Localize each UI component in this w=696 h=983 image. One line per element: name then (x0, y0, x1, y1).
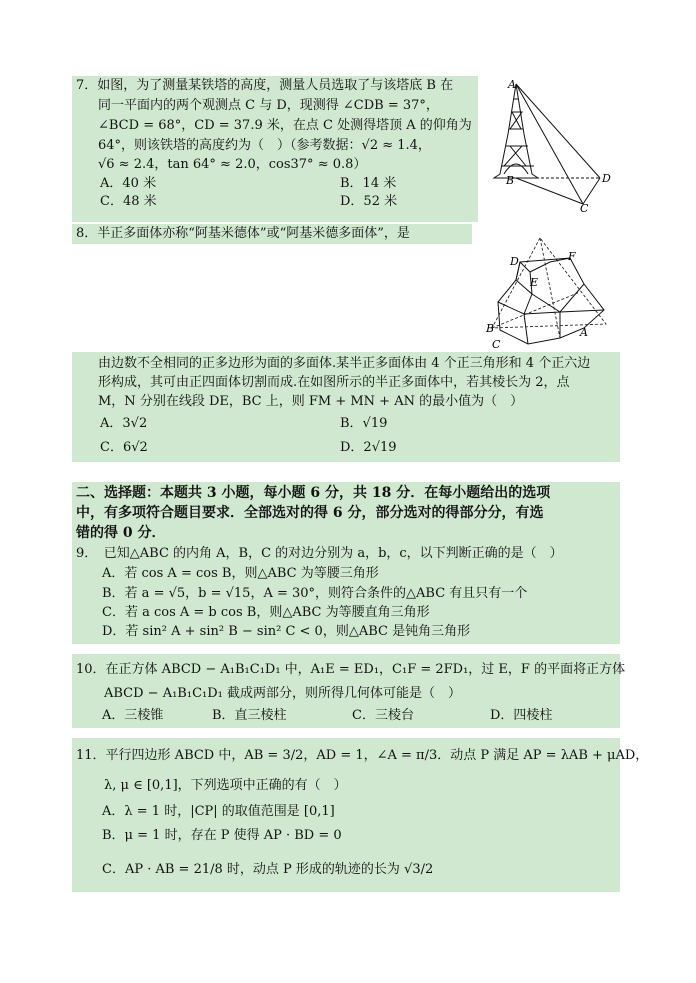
q9-option-d[interactable]: D．若 sin² A + sin² B − sin² C < 0，则△ABC 是钝角三角形 (102, 624, 471, 639)
poly-label-e: E (530, 276, 539, 289)
q11-line-2: λ, μ ∈ [0,1]，下列选项中正确的有（ ） (104, 778, 347, 793)
q8-option-a[interactable]: A．3√2 (100, 416, 148, 431)
polyhedron-figure (484, 232, 616, 350)
q8-line-2: 由边数不全相同的正多边形为面的多面体.某半正多面体由 4 个正三角形和 4 个正六边 (98, 356, 591, 371)
q10-option-c[interactable]: C．三棱台 (352, 708, 414, 723)
q9-option-b[interactable]: B．若 a = √5，b = √15，A = 30°，则符合条件的△ABC 有且只有一个 (102, 586, 528, 601)
q10-option-b[interactable]: B．直三棱柱 (212, 708, 287, 723)
poly-label-d: D (510, 255, 519, 268)
q10-option-a[interactable]: A．三棱锥 (102, 708, 164, 723)
q8-option-d[interactable]: D．2√19 (340, 440, 397, 455)
tower-label-b: B (506, 174, 515, 187)
q7-line-2: 同一平面内的两个观测点 C 与 D，现测得 ∠CDB = 37°， (98, 98, 439, 113)
q7-line-3: ∠BCD = 68°，CD = 37.9 米，在点 C 处测得塔顶 A 的仰角为 (98, 118, 472, 133)
q9-option-c[interactable]: C．若 a cos A = b cos B，则△ABC 为等腰直角三角形 (102, 605, 430, 620)
section2-line-2: 中，有多项符合题目要求．全部选对的得 6 分，部分选对的得部分分，有选 (76, 505, 544, 521)
poly-label-c: C (492, 338, 501, 350)
q7-option-b[interactable]: B．14 米 (340, 176, 397, 191)
q9-stem: 9． 已知△ABC 的内角 A，B，C 的对边分别为 a，b，c，以下判断正确的是（ ） (76, 546, 563, 561)
q10-line-1: 10．在正方体 ABCD − A₁B₁C₁D₁ 中，A₁E = ED₁，C₁F = 2FD₁，过 E，F 的平面将正方体 (76, 662, 626, 677)
q7-option-d[interactable]: D．52 米 (340, 194, 398, 209)
q7-option-c[interactable]: C．48 米 (100, 194, 157, 209)
q11-option-b[interactable]: B．μ = 1 时，存在 P 使得 AP · BD = 0 (102, 828, 342, 843)
section2-line-3: 错的得 0 分． (76, 525, 166, 541)
q8-line-3: 形构成，其可由正四面体切割而成.在如图所示的半正多面体中，若其棱长为 2，点 (98, 375, 570, 390)
poly-label-a: A (580, 326, 588, 339)
tower-label-a: A (508, 78, 516, 91)
q10-line-2: ABCD − A₁B₁C₁D₁ 截成两部分，则所得几何体可能是（ ） (104, 686, 461, 701)
q10-option-d[interactable]: D．四棱柱 (490, 708, 553, 723)
q11-line-1: 11．平行四边形 ABCD 中，AB = 3/2，AD = 1，∠A = π/3．动点 P 满足 AP = λAB + μAD， (76, 748, 649, 763)
q9-option-a[interactable]: A．若 cos A = cos B，则△ABC 为等腰三角形 (102, 566, 379, 581)
q7-option-a[interactable]: A．40 米 (100, 176, 157, 191)
q7-line-4: 64°，则该铁塔的高度约为（ ）（参考数据：√2 ≈ 1.4， (98, 138, 431, 153)
tower-label-c: C (580, 202, 589, 214)
q8-line-4: M，N 分别在线段 DE，BC 上，则 FM + MN + AN 的最小值为（ ） (98, 394, 524, 409)
q8-option-c[interactable]: C．6√2 (100, 440, 148, 455)
q8-line-1: 8．半正多面体亦称“阿基米德体”或“阿基米德多面体”，是 (76, 226, 410, 241)
tower-figure (488, 74, 618, 214)
poly-label-f: F (568, 250, 576, 263)
tower-label-d: D (602, 172, 611, 185)
q11-option-c[interactable]: C．AP · AB = 21/8 时，动点 P 形成的轨迹的长为 √3/2 (102, 862, 434, 877)
q8-option-b[interactable]: B．√19 (340, 416, 388, 431)
q7-line-1: 7．如图，为了测量某铁塔的高度，测量人员选取了与该塔底 B 在 (76, 78, 454, 93)
q7-line-5: √6 ≈ 2.4，tan 64° ≈ 2.0，cos37° ≈ 0.8） (98, 157, 367, 172)
poly-label-b: B (486, 322, 495, 335)
section2-line-1: 二、选择题：本题共 3 小题，每小题 6 分，共 18 分．在每小题给出的选项 (76, 485, 551, 501)
q11-option-a[interactable]: A．λ = 1 时，|CP| 的取值范围是 [0,1] (102, 804, 335, 819)
